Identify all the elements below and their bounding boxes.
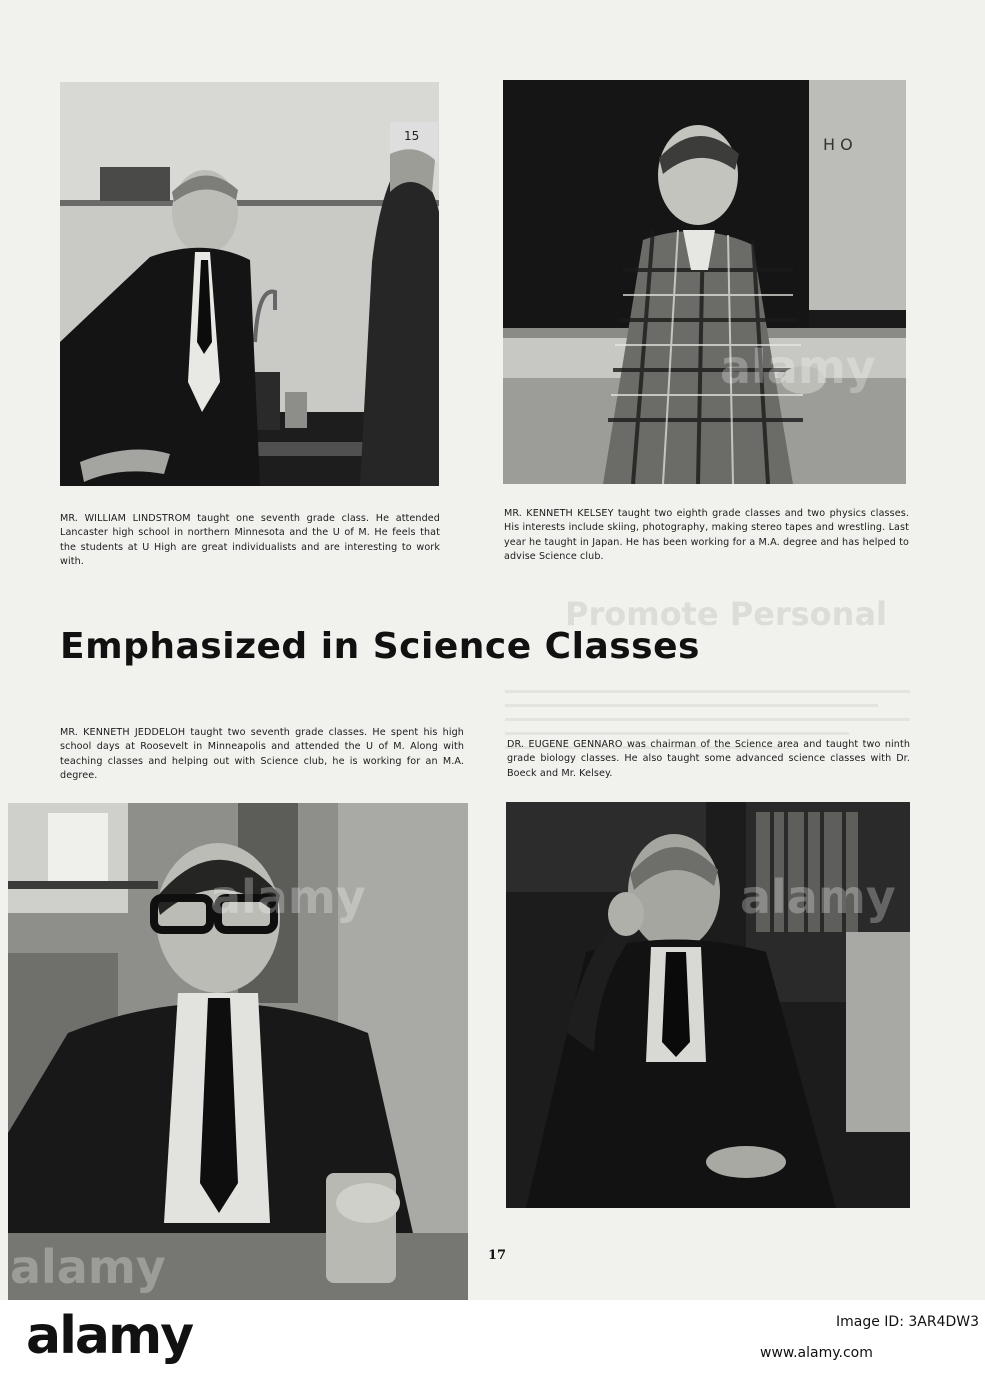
site-url[interactable]: www.alamy.com	[760, 1345, 873, 1361]
teacher-name: MR. KENNETH KELSEY	[504, 508, 614, 519]
caption-text: was chairman of the Science area and taught two ninth grade biology classes. He also taught some advanced science classes with Dr. Boeck and Mr. Kelsey.	[507, 739, 910, 779]
page-number: 17	[488, 1248, 507, 1263]
teacher-name: MR. KENNETH JEDDELOH	[60, 727, 186, 738]
watermark: alamy	[210, 870, 366, 924]
teacher-name: MR. WILLIAM LINDSTROM	[60, 513, 191, 524]
stock-brand-logo: alamy	[26, 1306, 193, 1366]
caption-lindstrom	[60, 512, 440, 570]
caption-jeddeloh	[60, 726, 464, 784]
photo-eugene-gennaro	[506, 802, 910, 1208]
can-label: 15	[404, 129, 420, 143]
board-letters: H O	[823, 135, 853, 154]
faded-bleed-through-heading: Promote Personal	[565, 595, 887, 633]
caption-kelsey	[504, 507, 909, 565]
photo-william-lindstrom	[60, 82, 439, 486]
photo-kenneth-kelsey	[503, 80, 906, 484]
teacher-name: DR. EUGENE GENNARO	[507, 739, 623, 750]
caption-text: taught two eighth grade classes and two physics classes. His interests include skiing, photography, making stereo tapes and wrestling. Last year he taught in Japan. He has been working for a M.A. degree and has helped to advise Science club.	[504, 508, 909, 563]
watermark: alamy	[720, 340, 876, 394]
watermark: alamy	[10, 1240, 166, 1294]
image-id: Image ID: 3AR4DW3	[836, 1314, 980, 1330]
caption-text: taught one seventh grade class. He attended Lancaster high school in northern Minnesota and the U of M. He feels that the students at U High are great individualists and are interesting to work with.	[60, 513, 440, 568]
watermark: alamy	[740, 870, 896, 924]
page-headline: Emphasized in Science Classes	[60, 626, 700, 667]
caption-text: taught two seventh grade classes. He spent his high school days at Roosevelt in Minneapolis and attended the U of M. Along with teaching classes and helping out with Science club, he is working for an M.A. degree.	[60, 727, 464, 782]
caption-gennaro	[507, 738, 910, 781]
